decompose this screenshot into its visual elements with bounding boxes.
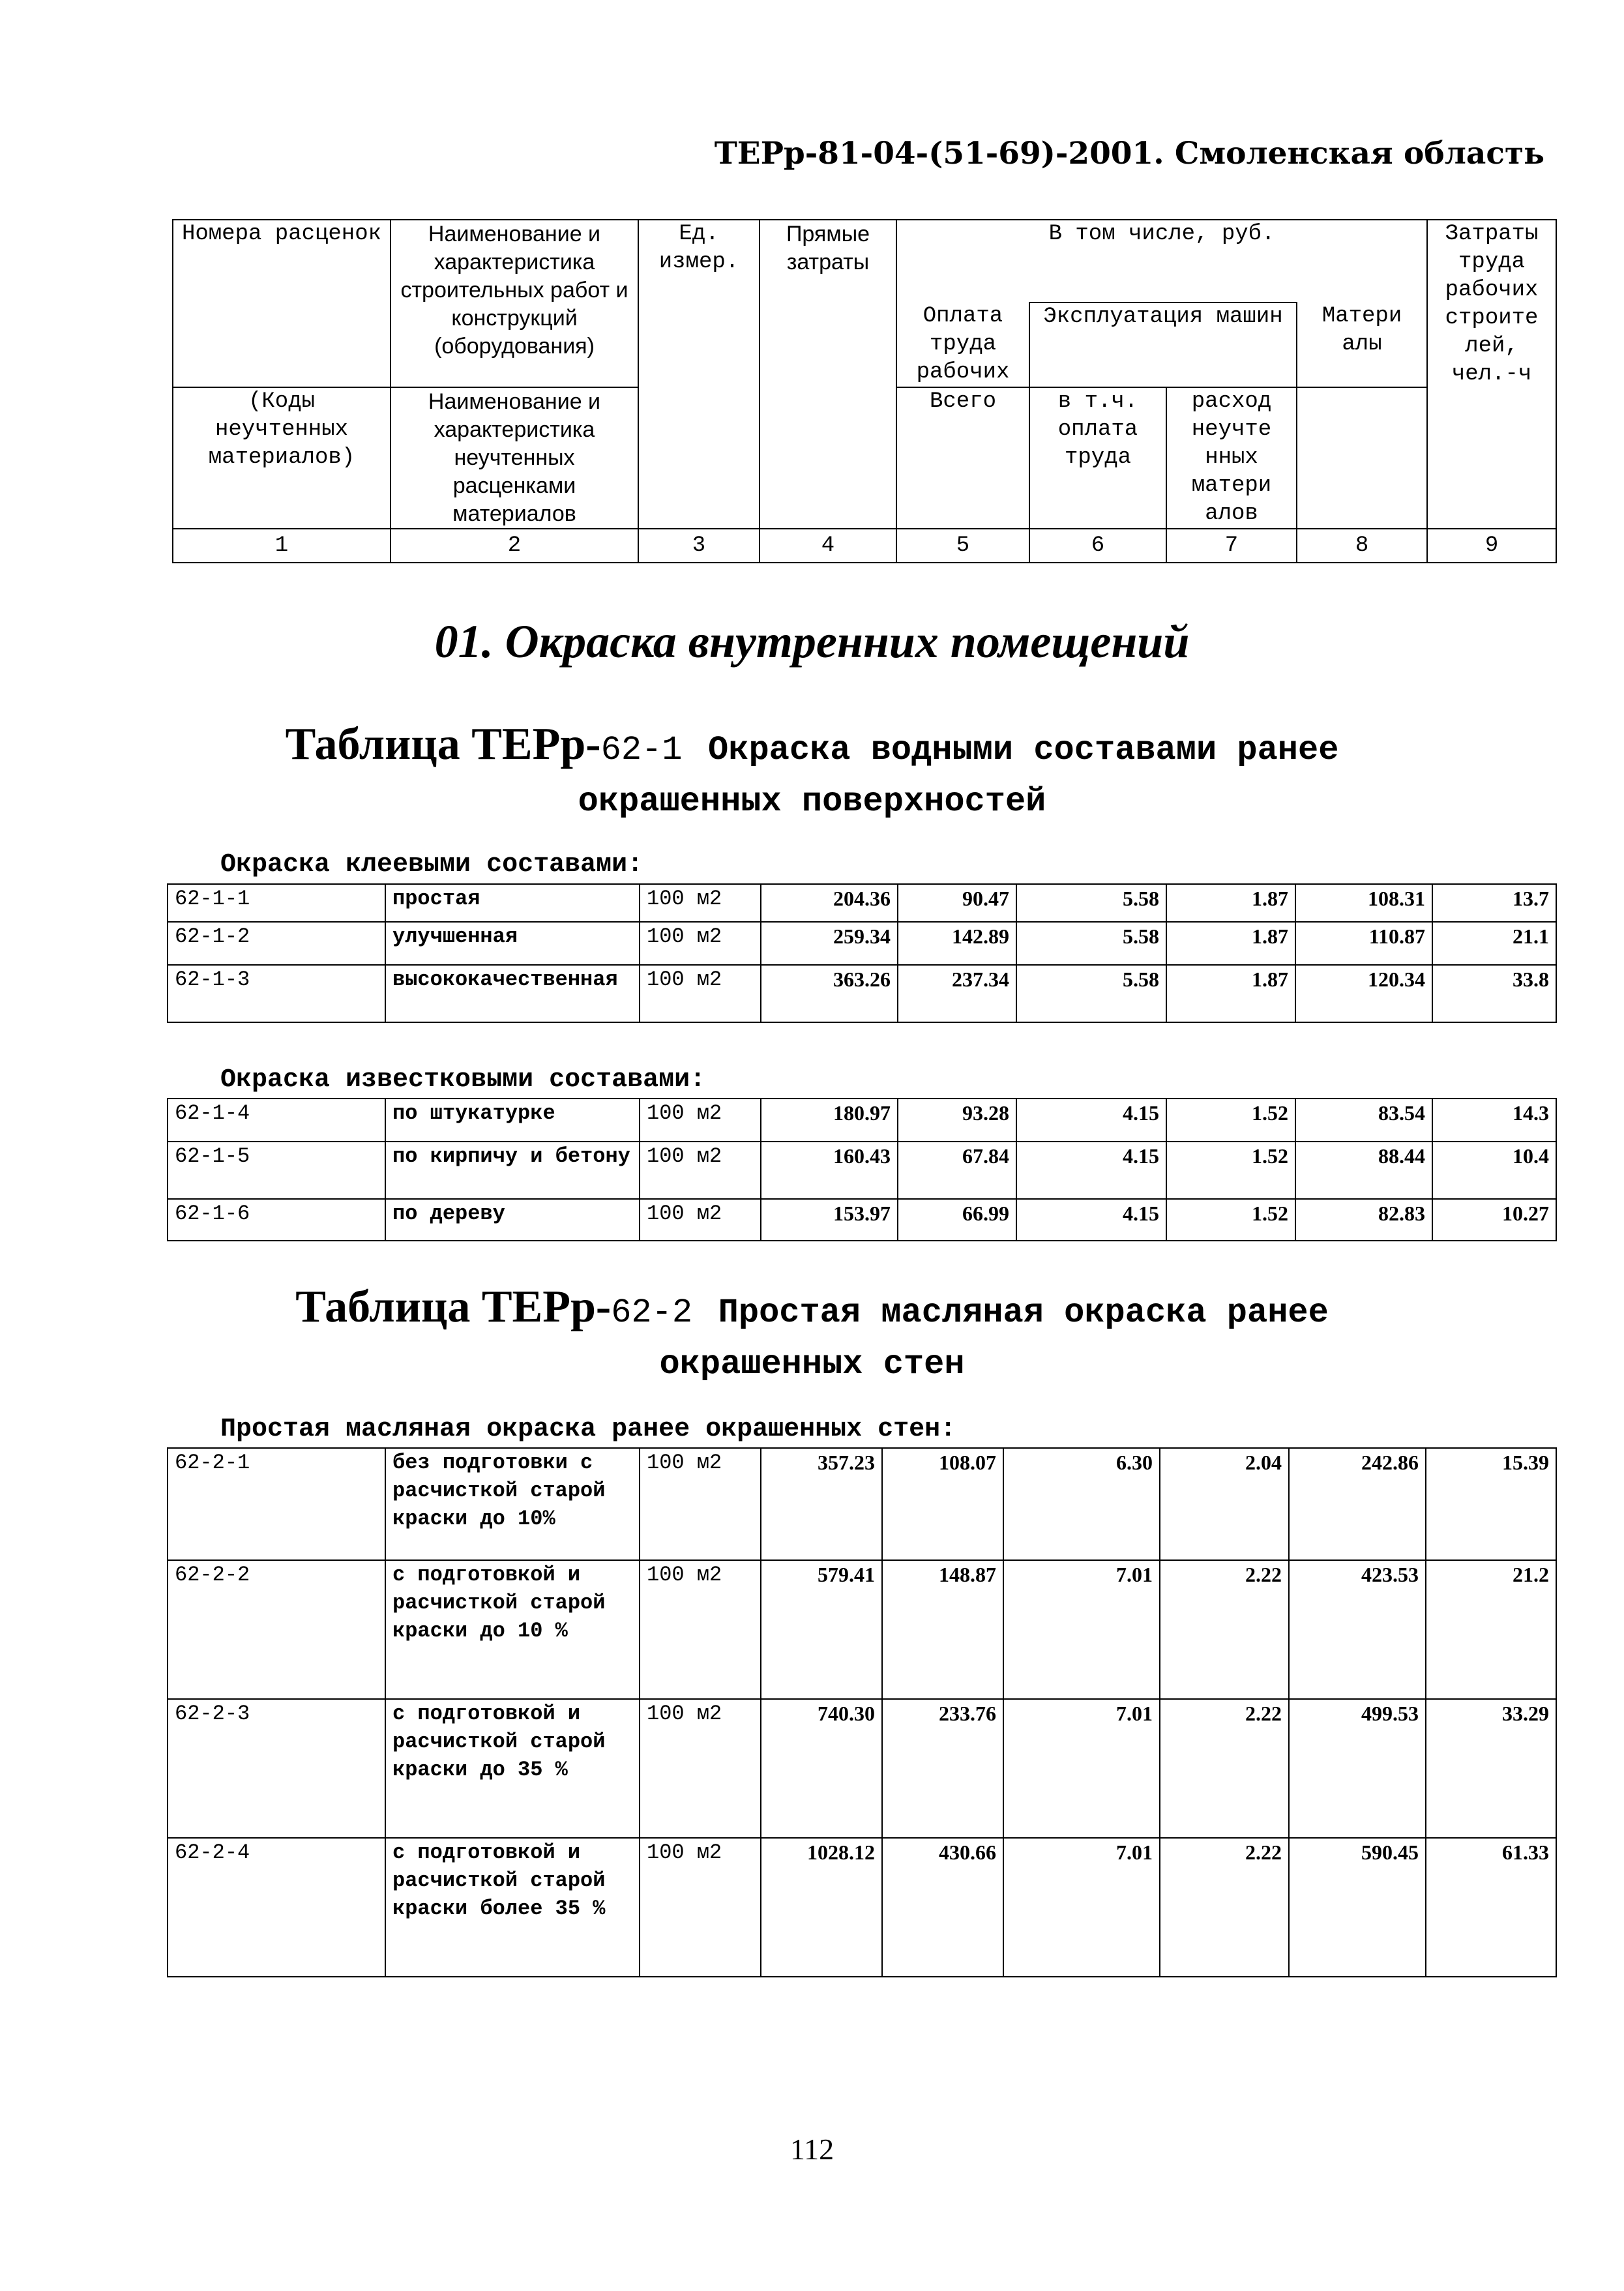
direct-cost: 153.97 [761, 1199, 898, 1241]
table-row [168, 1560, 1556, 1699]
table-row [168, 1099, 1556, 1142]
col-number: 4 [760, 529, 896, 563]
machines-total: 6.30 [1003, 1448, 1160, 1560]
col-number: 6 [1029, 529, 1166, 563]
labor-hours: 61.33 [1426, 1838, 1556, 1977]
labor-pay: 237.34 [898, 965, 1016, 1022]
table-62-1-caption [0, 719, 1624, 825]
work-name: простая [385, 884, 640, 922]
table-row [168, 884, 1556, 922]
direct-cost: 259.34 [761, 922, 898, 965]
hdr-col1-bottom: (Коды неучтенных материалов) [173, 387, 391, 529]
materials: 83.54 [1295, 1099, 1432, 1142]
machines-total: 7.01 [1003, 1699, 1160, 1838]
col-number: 1 [173, 529, 391, 563]
hdr-group-machines: Эксплуатация машин [1029, 303, 1297, 387]
col-number: 7 [1166, 529, 1297, 563]
direct-cost: 740.30 [761, 1699, 882, 1838]
work-name: по дереву [385, 1199, 640, 1241]
direct-cost: 579.41 [761, 1560, 882, 1699]
materials: 242.86 [1289, 1448, 1426, 1560]
labor-hours: 33.29 [1426, 1699, 1556, 1838]
direct-cost: 180.97 [761, 1099, 898, 1142]
work-name: без подготовки с расчисткой старой краски до 10% [385, 1448, 640, 1560]
materials: 590.45 [1289, 1838, 1426, 1977]
table-row [168, 1199, 1556, 1241]
work-name: по штукатурке [385, 1099, 640, 1142]
table-number: 62-2 [611, 1293, 693, 1332]
unit: 100 м2 [640, 1838, 761, 1977]
table-title-line2: окрашенных стен [659, 1345, 965, 1383]
labor-hours: 33.8 [1432, 965, 1556, 1022]
direct-cost: 1028.12 [761, 1838, 882, 1977]
table-title-line1: Окраска водными составами ранее [708, 731, 1339, 769]
labor-pay: 233.76 [882, 1699, 1003, 1838]
col-number: 2 [391, 529, 638, 563]
rate-code: 62-1-4 [168, 1099, 385, 1142]
rate-code: 62-2-4 [168, 1838, 385, 1977]
materials: 110.87 [1295, 922, 1432, 965]
rate-code: 62-1-2 [168, 922, 385, 965]
materials: 423.53 [1289, 1560, 1426, 1699]
unit: 100 м2 [640, 1699, 761, 1838]
table-row [168, 1699, 1556, 1838]
hdr-materials-bottom: расход неучте нных матери алов [1166, 387, 1297, 529]
table-62-1-glue [167, 883, 1557, 1023]
group-heading: Простая масляная окраска ранее окрашенных стен: [220, 1415, 956, 1444]
machines-total: 5.58 [1016, 965, 1166, 1022]
materials: 108.31 [1295, 884, 1432, 922]
table-row [168, 1448, 1556, 1560]
work-name: с подготовкой и расчисткой старой краски более 35 % [385, 1838, 640, 1977]
work-name: по кирпичу и бетону [385, 1142, 640, 1199]
table-title-line2: окрашенных поверхностей [578, 782, 1046, 821]
materials: 120.34 [1295, 965, 1432, 1022]
hdr-direct-costs: Прямые затраты [760, 220, 896, 529]
hdr-machine-labor: в т.ч. оплата труда [1029, 387, 1166, 529]
group-heading: Окраска клеевыми составами: [220, 850, 643, 879]
labor-pay: 90.47 [898, 884, 1016, 922]
rate-code: 62-2-2 [168, 1560, 385, 1699]
rate-code: 62-1-1 [168, 884, 385, 922]
machine-labor: 1.52 [1166, 1199, 1295, 1241]
machine-labor: 2.04 [1160, 1448, 1289, 1560]
unit: 100 м2 [640, 922, 761, 965]
unit: 100 м2 [640, 1099, 761, 1142]
machine-labor: 2.22 [1160, 1838, 1289, 1977]
labor-hours: 15.39 [1426, 1448, 1556, 1560]
labor-pay: 430.66 [882, 1838, 1003, 1977]
machines-total: 4.15 [1016, 1099, 1166, 1142]
unit: 100 м2 [640, 1199, 761, 1241]
direct-cost: 160.43 [761, 1142, 898, 1199]
work-name: с подготовкой и расчисткой старой краски до 35 % [385, 1699, 640, 1838]
hdr-group-including: В том числе, руб. [896, 220, 1427, 303]
rate-code: 62-1-5 [168, 1142, 385, 1199]
machine-labor: 1.87 [1166, 922, 1295, 965]
table-row [168, 1838, 1556, 1977]
rate-code: 62-2-3 [168, 1699, 385, 1838]
labor-pay: 148.87 [882, 1560, 1003, 1699]
labor-hours: 10.4 [1432, 1142, 1556, 1199]
machine-labor: 2.22 [1160, 1560, 1289, 1699]
hdr-col1-top: Номера расценок [173, 220, 391, 387]
unit: 100 м2 [640, 1560, 761, 1699]
group-heading: Окраска известковыми составами: [220, 1065, 706, 1095]
materials: 499.53 [1289, 1699, 1426, 1838]
table-number: 62-1 [600, 731, 683, 769]
machine-labor: 1.52 [1166, 1099, 1295, 1142]
hdr-labor-pay: Оплата труда рабочих [896, 303, 1029, 387]
unit: 100 м2 [640, 1448, 761, 1560]
labor-hours: 14.3 [1432, 1099, 1556, 1142]
machine-labor: 1.87 [1166, 965, 1295, 1022]
table-62-2 [167, 1447, 1557, 1977]
labor-pay: 67.84 [898, 1142, 1016, 1199]
machine-labor: 1.52 [1166, 1142, 1295, 1199]
hdr-unit: Ед. измер. [638, 220, 760, 529]
hdr-col2-bottom: Наименование и характеристика неучтенных расценками материалов [391, 387, 638, 529]
table-row [168, 1142, 1556, 1199]
work-name: улучшенная [385, 922, 640, 965]
section-title: 01. Окраска внутренних помещений [434, 615, 1190, 668]
table-prefix: Таблица ТЕРр- [295, 1282, 612, 1332]
materials: 88.44 [1295, 1142, 1432, 1199]
direct-cost: 204.36 [761, 884, 898, 922]
table-62-1-lime [167, 1098, 1557, 1241]
unit: 100 м2 [640, 965, 761, 1022]
table-62-2-caption [0, 1284, 1624, 1387]
hdr-col2-top: Наименование и характеристика строительных работ и конструкций (оборудования) [391, 220, 638, 387]
machine-labor: 2.22 [1160, 1699, 1289, 1838]
machines-total: 5.58 [1016, 922, 1166, 965]
machines-total: 4.15 [1016, 1199, 1166, 1241]
table-prefix: Таблица ТЕРр- [285, 719, 601, 769]
machines-total: 5.58 [1016, 884, 1166, 922]
col-number: 3 [638, 529, 760, 563]
hdr-machines-total: Всего [896, 387, 1029, 529]
labor-pay: 93.28 [898, 1099, 1016, 1142]
table-title-line1: Простая масляная окраска ранее [718, 1293, 1329, 1332]
work-name: высококачественная [385, 965, 640, 1022]
hdr-materials: Матери алы [1297, 303, 1427, 387]
table-row [168, 965, 1556, 1022]
machines-total: 4.15 [1016, 1142, 1166, 1199]
machines-total: 7.01 [1003, 1560, 1160, 1699]
column-header-table [172, 219, 1557, 563]
labor-pay: 66.99 [898, 1199, 1016, 1241]
rate-code: 62-2-1 [168, 1448, 385, 1560]
rate-code: 62-1-6 [168, 1199, 385, 1241]
work-name: с подготовкой и расчисткой старой краски до 10 % [385, 1560, 640, 1699]
col-number: 9 [1427, 529, 1556, 563]
machines-total: 7.01 [1003, 1838, 1160, 1977]
col-number: 5 [896, 529, 1029, 563]
materials: 82.83 [1295, 1199, 1432, 1241]
labor-hours: 21.2 [1426, 1560, 1556, 1699]
rate-code: 62-1-3 [168, 965, 385, 1022]
unit: 100 м2 [640, 1142, 761, 1199]
unit: 100 м2 [640, 884, 761, 922]
running-header: ТЕРр-81-04-(51-69)-2001. Смоленская область [714, 136, 1544, 171]
labor-hours: 21.1 [1432, 922, 1556, 965]
col-number: 8 [1297, 529, 1427, 563]
machine-labor: 1.87 [1166, 884, 1295, 922]
direct-cost: 363.26 [761, 965, 898, 1022]
table-row [168, 922, 1556, 965]
labor-pay: 142.89 [898, 922, 1016, 965]
labor-hours: 10.27 [1432, 1199, 1556, 1241]
hdr-labor-hours: Затраты труда рабочих строите лей, чел.-ч [1427, 220, 1556, 529]
direct-cost: 357.23 [761, 1448, 882, 1560]
page-number: 112 [790, 2133, 834, 2166]
labor-hours: 13.7 [1432, 884, 1556, 922]
labor-pay: 108.07 [882, 1448, 1003, 1560]
